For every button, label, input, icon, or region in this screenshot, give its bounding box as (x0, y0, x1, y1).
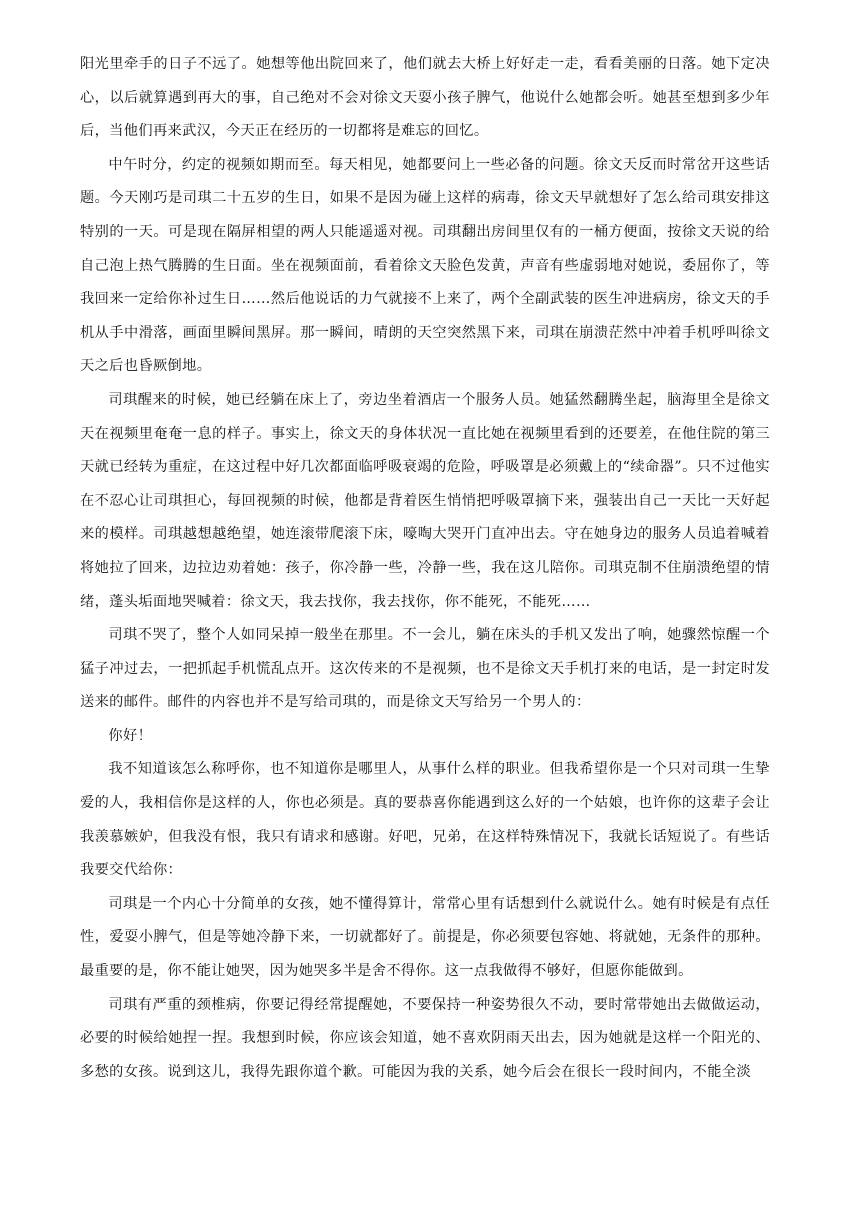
paragraph-1: 阳光里牵手的日子不远了。她想等他出院回来了，他们就去大桥上好好走一走，看看美丽的日落。她下定决心，以后就算遇到再大的事，自己绝对不会对徐文天耍小孩子脾气，他说什么她都会听。她甚至想到多少年后，当他们再来武汉，今天正在经历的一切都将是难忘的回忆。 (80, 56, 770, 140)
paragraph-4: 司琪不哭了，整个人如同呆掉一般坐在那里。不一会儿，躺在床头的手机又发出了响，她骤然惊醒一个猛子冲过去，一把抓起手机慌乱点开。这次传来的不是视频，也不是徐文天手机打来的电话，是一封定时发送来的邮件。邮件的内容也并不是写给司琪的，而是徐文天写给另一个男人的： (80, 627, 770, 711)
letter-paragraph-3: 司琪有严重的颈椎病，你要记得经常提醒她，不要保持一种姿势很久不动，要时常带她出去做做运动，必要的时候给她捏一捏。我想到时候，你应该会知道，她不喜欢阴雨天出去，因为她就是这样一个阳光的、多愁的女孩。说到这儿，我得先跟你道个歉。可能因为我的关系，她今后会在很长一段时间内，不能全淡 (80, 996, 770, 1080)
letter-paragraph-2: 司琪是一个内心十分简单的女孩，她不懂得算计，常常心里有话想到什么就说什么。她有时候是有点任性，爱耍小脾气，但是等她冷静下来，一切就都好了。前提是，你必须要包容她、将就她，无条件的那种。最重要的是，你不能让她哭，因为她哭多半是舍不得你。这一点我做得不够好，但愿你能做到。 (80, 895, 770, 980)
document-page (80, 48, 770, 1089)
letter-greeting: 你好！ (108, 727, 153, 744)
paragraph-3: 司琪醒来的时候，她已经躺在床上了，旁边坐着酒店一个服务人员。她猛然翻腾坐起，脑海里全是徐文天在视频里奄奄一息的样子。事实上，徐文天的身体状况一直比她在视频里看到的还要差，在他住院的第三天就已经转为重症，在这过程中好几次都面临呼吸衰竭的危险，呼吸罩是必须戴上的“续命器”。只不过他实在不忍心让司琪担心，每回视频的时候，他都是背着医生悄悄把呼吸罩摘下来，强装出自己一天比一天好起来的模样。司琪越想越绝望，她连滚带爬滚下床，嚎啕大哭开门直冲出去。守在她身边的服务人员追着喊着将她拉了回来，边拉边劝着她：孩子，你冷静一些，冷静一些，我在这儿陪你。司琪克制不住崩溃绝望的情绪，蓬头垢面地哭喊着：徐文天，我去找你，我去找你，你不能死，不能死…… (80, 391, 770, 610)
letter-paragraph-1: 我不知道该怎么称呼你，也不知道你是哪里人，从事什么样的职业。但我希望你是一个只对司琪一生挚爱的人，我相信你是这样的人，你也必须是。真的要恭喜你能遇到这么好的一个姑娘，也许你的这辈子会让我羡慕嫉妒，但我没有恨，我只有请求和感谢。好吧，兄弟，在这样特殊情况下，我就长话短说了。有些话我要交代给你： (80, 761, 770, 879)
paragraph-2: 中午时分，约定的视频如期而至。每天相见，她都要问上一些必备的问题。徐文天反而时常岔开这些话题。今天刚巧是司琪二十五岁的生日，如果不是因为碰上这样的病毒，徐文天早就想好了怎么给司琪安排这特别的一天。可是现在隔屏相望的两人只能遥遥对视。司琪翻出房间里仅有的一桶方便面，按徐文天说的给自己泡上热气腾腾的生日面。坐在视频面前，看着徐文天脸色发黄，声音有些虚弱地对她说，委屈你了，等我回来一定给你补过生日……然后他说话的力气就接不上来了，两个全副武装的医生冲进病房，徐文天的手机从手中滑落，画面里瞬间黑屏。那一瞬间，晴朗的天空突然黑下来，司琪在崩溃茫然中冲着手机呼叫徐文天之后也昏厥倒地。 (80, 156, 770, 375)
